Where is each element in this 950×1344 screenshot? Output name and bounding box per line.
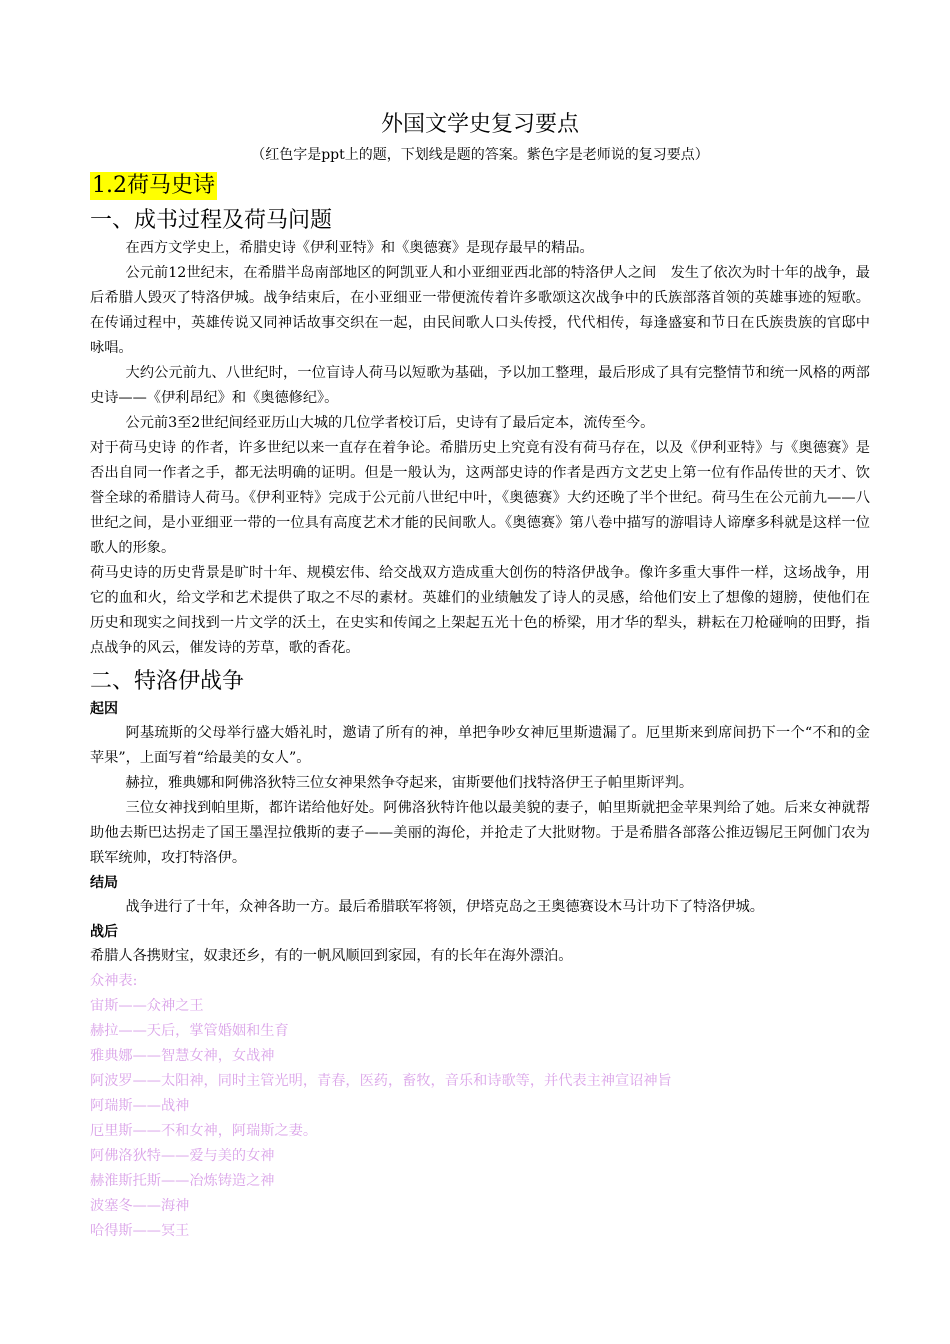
paragraph: 对于荷马史诗 的作者，许多世纪以来一直存在着争论。希腊历史上究竟有没有荷马存在，以及《伊利亚特》与《奥德赛》是否出自同一作者之手，都无法明确的证明。但是一般认为，这两部史诗的作者是西方文艺史上第一位有作品传世的天才、饮誉全球的希腊诗人荷马。《伊利亚特》完成于公元前八世纪中叶，《奥德赛》大约还晚了半个世纪。荷马生在公元前九——八世纪之间，是小亚细亚一带的一位具有高度艺术才能的民间歌人。《奥德赛》第八卷中描写的游唱诗人谛摩多科就是这样一位歌人的形象。	[90, 440, 870, 556]
paragraph: 阿基琉斯的父母举行盛大婚礼时，邀请了所有的神，单把争吵女神厄里斯遗漏了。厄里斯来到席间扔下一个“不和的金苹果”，上面写着“给最美的女人”。	[90, 725, 870, 766]
gods-list-item: 哈得斯——冥王	[90, 1223, 190, 1239]
gods-list-item: 阿波罗——太阳神，同时主管光明，青春，医药，畜牧，音乐和诗歌等，并代表主神宣诏神旨	[90, 1073, 672, 1089]
gods-list-item: 波塞冬——海神	[90, 1198, 190, 1214]
paragraph: 三位女神找到帕里斯，都许诺给他好处。阿佛洛狄特许他以最美貌的妻子，帕里斯就把金苹果判给了她。后来女神就帮助他去斯巴达拐走了国王墨涅拉俄斯的妻子——美丽的海伦，并抢走了大批财物。于是希腊各部落公推迈锡尼王阿伽门农为联军统帅，攻打特洛伊。	[90, 800, 870, 866]
part1-heading: 一、成书过程及荷马问题	[90, 208, 333, 233]
gods-list-item: 雅典娜——智慧女神，女战神	[90, 1048, 275, 1064]
paragraph: 赫拉，雅典娜和阿佛洛狄特三位女神果然争夺起来，宙斯要他们找特洛伊王子帕里斯评判。	[125, 775, 694, 791]
gods-list-item: 赫拉——天后，掌管婚姻和生育	[90, 1023, 289, 1039]
paragraph: 大约公元前九、八世纪时，一位盲诗人荷马以短歌为基础，予以加工整理，最后形成了具有完整情节和统一风格的两部史诗——《伊利昂纪》和《奥德修纪》。	[90, 365, 870, 406]
gods-list-item: 赫淮斯托斯——冶炼铸造之神	[90, 1173, 275, 1189]
paragraph: 在西方文学史上，希腊史诗《伊利亚特》和《奥德赛》是现存最早的精品。	[125, 240, 594, 256]
gods-list	[90, 969, 870, 1244]
paragraph: 公元前12世纪末，在希腊半岛南部地区的阿凯亚人和小亚细亚西北部的特洛伊人之间 发生了依次为时十年的战争，最后希腊人毁灭了特洛伊城。战争结束后，在小亚细亚一带便流传着许多歌颂这次战争中的氏族部落首领的英雄事迹的短歌。在传诵过程中，英雄传说又同神话故事交织在一起，由民间歌人口头传授，代代相传，每逢盛宴和节日在氏族贵族的官邸中咏唱。	[90, 265, 870, 356]
page-subtitle: （红色字是ppt上的题，下划线是题的答案。紫色字是老师说的复习要点）	[251, 147, 709, 163]
paragraph: 战争进行了十年，众神各助一方。最后希腊联军将领，伊塔克岛之王奥德赛设木马计功下了特洛伊城。	[125, 899, 764, 915]
document-page	[90, 108, 870, 1244]
paragraph: 希腊人各携财宝，奴隶还乡，有的一帆风顺回到家园，有的长年在海外漂泊。	[90, 948, 573, 964]
gods-list-item: 阿佛洛狄特——爱与美的女神	[90, 1148, 275, 1164]
after-war-label: 战后	[90, 924, 118, 940]
gods-list-item: 厄里斯——不和女神，阿瑞斯之妻。	[90, 1123, 318, 1139]
paragraph: 公元前3至2世纪间经亚历山大城的几位学者校订后，史诗有了最后定本，流传至今。	[125, 415, 655, 431]
page-title: 外国文学史复习要点	[380, 112, 579, 137]
cause-label: 起因	[90, 701, 118, 717]
section-heading-highlighted: 1.2荷马史诗	[92, 173, 215, 198]
gods-list-item: 众神表:	[90, 973, 138, 989]
outcome-label: 结局	[90, 875, 118, 891]
part2-heading: 二、特洛伊战争	[90, 669, 245, 694]
gods-list-item: 阿瑞斯——战神	[90, 1098, 190, 1114]
paragraph: 荷马史诗的历史背景是旷时十年、规模宏伟、给交战双方造成重大创伤的特洛伊战争。像许多重大事件一样，这场战争，用它的血和火，给文学和艺术提供了取之不尽的素材。英雄们的业绩触发了诗人的灵感，给他们安上了想像的翅膀，使他们在历史和现实之间找到一片文学的沃土，在史实和传闻之上架起五光十色的桥梁，用才华的犁头，耕耘在刀枪碰响的田野，指点战争的风云，催发诗的芳草，歌的香花。	[90, 565, 870, 656]
gods-list-item: 宙斯——众神之王	[90, 998, 204, 1014]
